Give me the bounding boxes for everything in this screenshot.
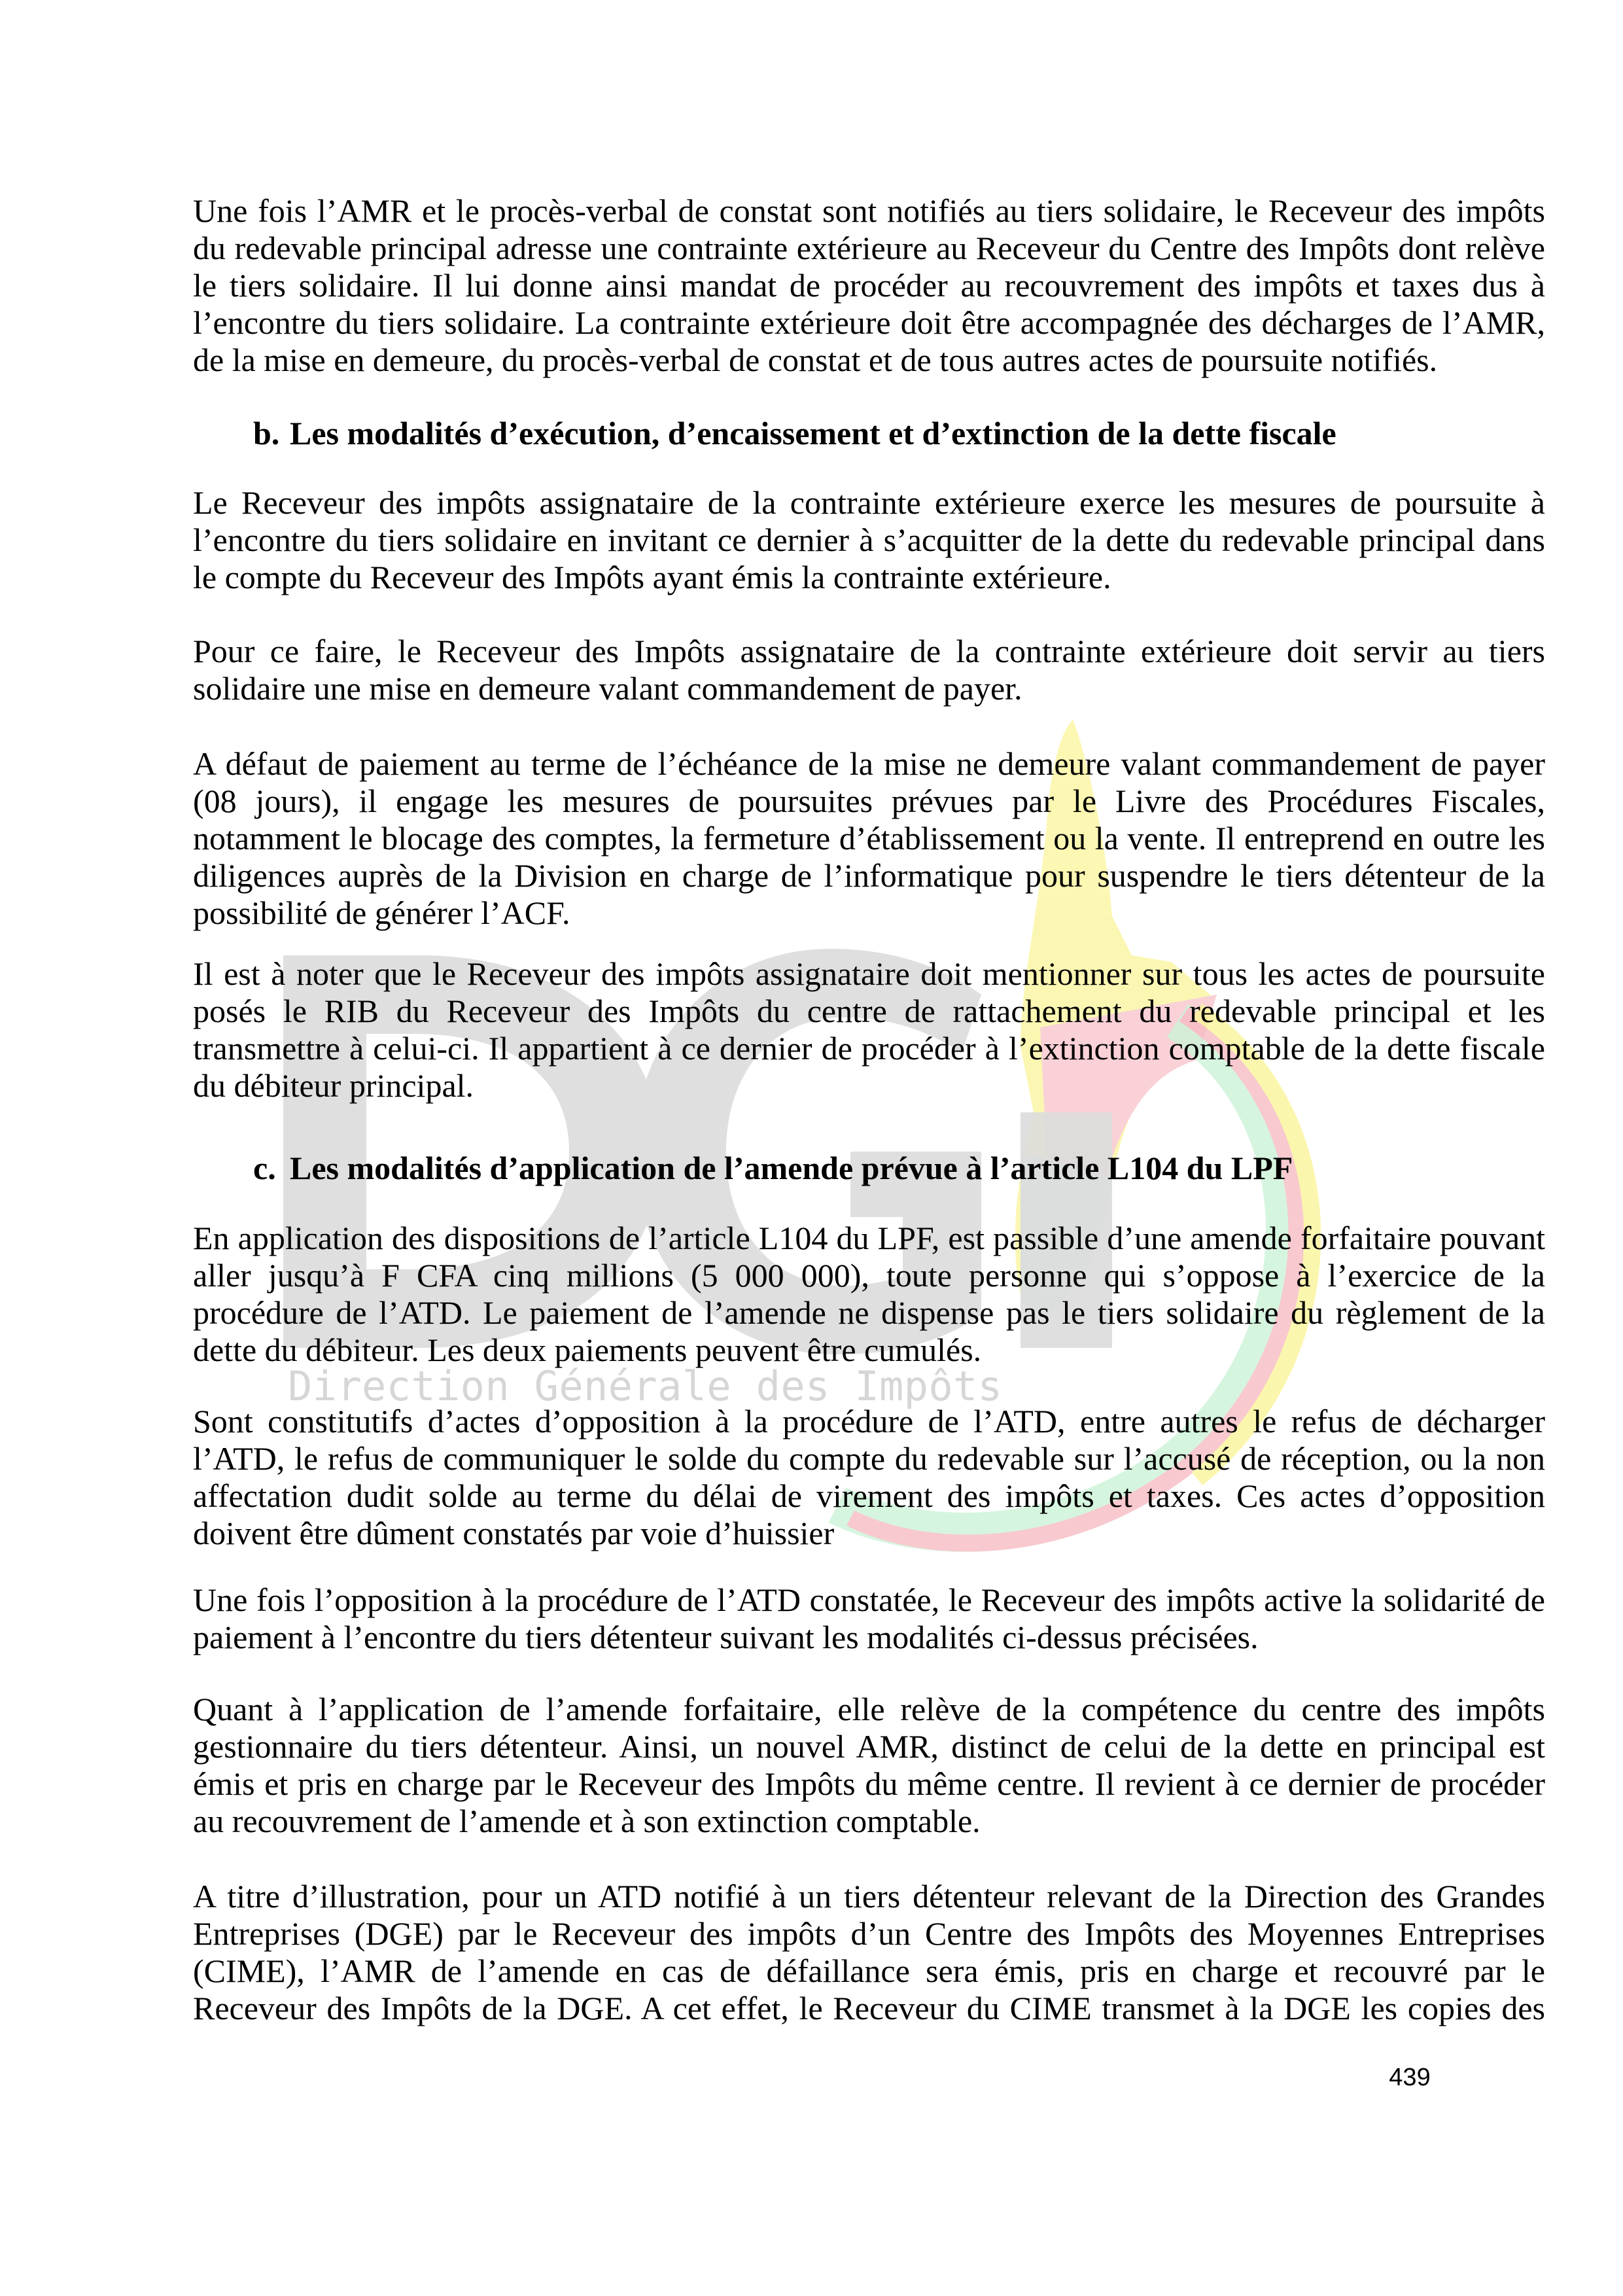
heading-line	[253, 415, 1545, 452]
heading-line	[253, 1150, 1545, 1187]
text-line: émis et pris en charge par le Receveur des Impôts du même centre. Il revient à ce dernier de procéder	[193, 1765, 1545, 1802]
text-line: Une fois l’opposition à la procédure de l’ATD constatée, le Receveur des impôts active la solidarité de	[193, 1581, 1545, 1618]
text-line: du débiteur principal.	[193, 1067, 474, 1104]
text-line: transmettre à celui-ci. Il appartient à ce dernier de procéder à l’extinction comptable de la dette fiscale	[193, 1030, 1545, 1067]
text-line: du redevable principal adresse une contrainte extérieure au Receveur du Centre des Impôts dont relève	[193, 230, 1545, 266]
text-line: l’encontre du tiers solidaire. La contrainte extérieure doit être accompagnée des décharges de l’AMR,	[193, 304, 1545, 341]
text-line: Il est à noter que le Receveur des impôts assignataire doit mentionner sur tous les actes de poursuite	[193, 955, 1545, 992]
text-line: gestionnaire du tiers détenteur. Ainsi, un nouvel AMR, distinct de celui de la dette en principal est	[193, 1728, 1545, 1765]
text-line: le compte du Receveur des Impôts ayant émis la contrainte extérieure.	[193, 559, 1111, 595]
text-line: A titre d’illustration, pour un ATD notifié à un tiers détenteur relevant de la Direction des Grandes	[193, 1878, 1545, 1915]
paragraph	[193, 955, 1545, 1104]
text-line: Sont constitutifs d’actes d’opposition à la procédure de l’ATD, entre autres le refus de décharger	[193, 1403, 1545, 1439]
paragraph	[193, 633, 1545, 707]
paragraph	[193, 1691, 1545, 1840]
text-line: paiement à l’encontre du tiers détenteur suivant les modalités ci-dessus précisées.	[193, 1619, 1259, 1655]
text-line: l’encontre du tiers solidaire en invitant ce dernier à s’acquitter de la dette du redevable principal dans	[193, 521, 1545, 558]
paragraph	[193, 745, 1545, 932]
text-line: diligences auprès de la Division en charge de l’informatique pour suspendre le tiers détenteur de la	[193, 857, 1545, 894]
paragraph	[193, 1581, 1545, 1656]
text-line: Pour ce faire, le Receveur des Impôts assignataire de la contrainte extérieure doit servir au tiers	[193, 633, 1545, 669]
heading-marker: b.	[253, 415, 280, 451]
paragraph	[193, 1403, 1545, 1552]
text-line: affectation dudit solde au terme du délai de virement des impôts et taxes. Ces actes d’opposition	[193, 1477, 1545, 1514]
section-heading	[253, 415, 1545, 452]
text-line: doivent être dûment constatés par voie d’huissier	[193, 1515, 835, 1551]
text-line: Entreprises (DGE) par le Receveur des impôts d’un Centre des Impôts des Moyennes Entreprises	[193, 1915, 1545, 1952]
text-line: (CIME), l’AMR de l’amende en cas de défaillance sera émis, pris en charge et recouvré par le	[193, 1952, 1545, 1989]
text-line: notamment le blocage des comptes, la fermeture d’établissement ou la vente. Il entreprend en outre les	[193, 820, 1545, 857]
heading-text: Les modalités d’application de l’amende prévue à l’article L104 du LPF	[290, 1150, 1293, 1186]
text-line: solidaire une mise en demeure valant commandement de payer.	[193, 670, 1022, 707]
text-line: possibilité de générer l’ACF.	[193, 894, 570, 931]
dgi-watermark-caption: Direction Générale des Impôts	[288, 1362, 1007, 1410]
text-line: (08 jours), il engage les mesures de poursuites prévues par le Livre des Procédures Fiscales,	[193, 783, 1545, 819]
text-line: Le Receveur des impôts assignataire de la contrainte extérieure exerce les mesures de poursuite à	[193, 484, 1545, 521]
heading-marker: c.	[253, 1150, 276, 1186]
paragraph	[193, 192, 1545, 379]
paragraph	[193, 1878, 1545, 2027]
text-line: En application des dispositions de l’article L104 du LPF, est passible d’une amende forfaitaire pouvant	[193, 1220, 1545, 1256]
text-line: le tiers solidaire. Il lui donne ainsi mandat de procéder au recouvrement des impôts et taxes dus à	[193, 267, 1545, 304]
text-line: de la mise en demeure, du procès-verbal de constat et de tous autres actes de poursuite notifiés.	[193, 342, 1438, 378]
section-heading	[253, 1150, 1545, 1187]
text-line: dette du débiteur. Les deux paiements peuvent être cumulés.	[193, 1332, 982, 1368]
text-line: posés le RIB du Receveur des Impôts du centre de rattachement du redevable principal et les	[193, 993, 1545, 1029]
text-line: A défaut de paiement au terme de l’échéance de la mise ne demeure valant commandement de payer	[193, 745, 1545, 782]
text-line: Une fois l’AMR et le procès-verbal de constat sont notifiés au tiers solidaire, le Receveur des impôts	[193, 192, 1545, 229]
page-number: 439	[1389, 2064, 1431, 2091]
text-line: procédure de l’ATD. Le paiement de l’amende ne dispense pas le tiers solidaire du règlement de la	[193, 1294, 1545, 1331]
text-line: l’ATD, le refus de communiquer le solde du compte du redevable sur l’accusé de réception, ou la non	[193, 1440, 1545, 1477]
heading-text: Les modalités d’exécution, d’encaissement et d’extinction de la dette fiscale	[290, 415, 1336, 451]
text-line: aller jusqu’à F CFA cinq millions (5 000 000), toute personne qui s’oppose à l’exercice de la	[193, 1257, 1545, 1294]
text-line: Quant à l’application de l’amende forfaitaire, elle relève de la compétence du centre des impôts	[193, 1691, 1545, 1727]
text-line: au recouvrement de l’amende et à son extinction comptable.	[193, 1803, 981, 1839]
text-line: Receveur des Impôts de la DGE. A cet effet, le Receveur du CIME transmet à la DGE les copies des	[193, 1990, 1545, 2026]
paragraph	[193, 484, 1545, 596]
paragraph	[193, 1220, 1545, 1369]
